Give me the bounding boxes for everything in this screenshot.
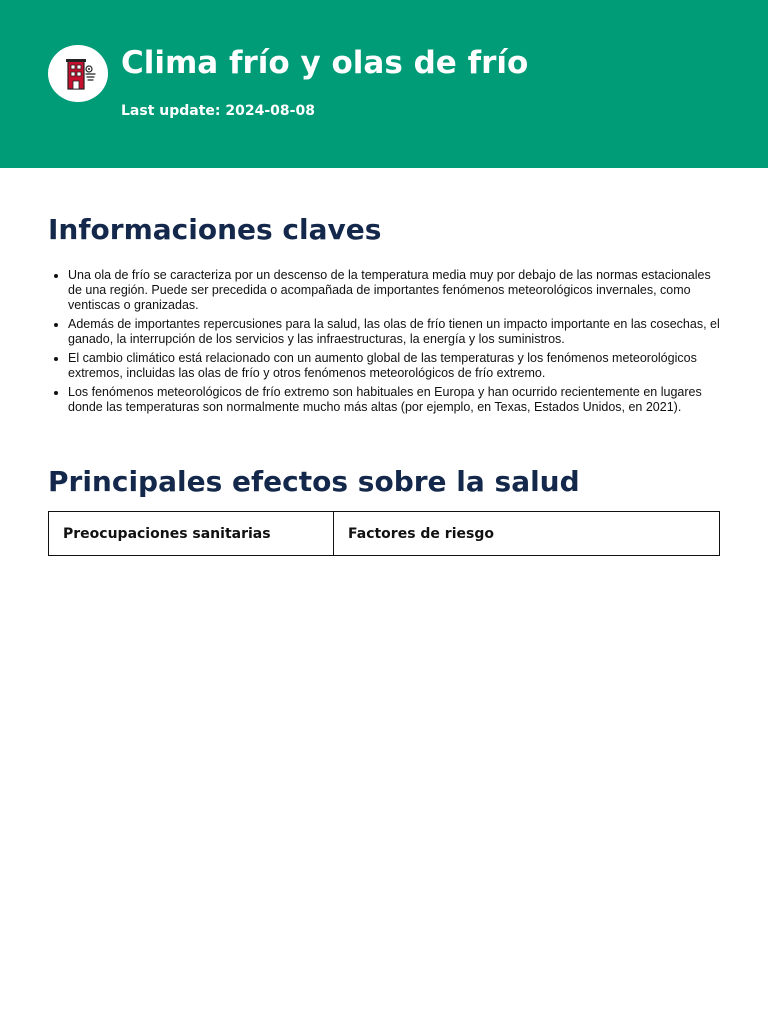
building-wind-icon — [58, 54, 98, 94]
list-item: • Una ola de frío se caracteriza por un descenso de la temperatura media muy por debajo de las normas estacionales de una región. Puede ser precedida o acompañada de importantes fenómenos meteorológicos invernales, como ventiscas o granizadas. — [68, 268, 724, 313]
list-item: • Los fenómenos meteorológicos de frío extremo son habituales en Europa y han ocurrido recientemente en lugares donde las temperaturas son normalmente mucho más altas (por ejemplo, en Texas, Estados Unidos, en 2021). — [68, 385, 724, 415]
list-item: • Además de importantes repercusiones para la salud, las olas de frío tienen un impacto importante en las cosechas, el ganado, la interrupción de los servicios y las infraestructuras, la energía y los suministros. — [68, 317, 724, 347]
column-header-health-concerns: Preocupaciones sanitarias — [49, 512, 334, 556]
health-effects-table — [48, 511, 720, 556]
key-info-list — [48, 268, 724, 419]
last-update-date: Last update: 2024-08-08 — [121, 103, 315, 119]
page-header — [0, 0, 768, 168]
health-effects-heading: Principales efectos sobre la salud — [48, 465, 580, 498]
column-header-risk-factors: Factores de riesgo — [334, 512, 720, 556]
logo — [48, 45, 108, 102]
table-header-row — [49, 512, 720, 556]
list-item: • El cambio climático está relacionado con un aumento global de las temperaturas y los fenómenos meteorológicos extremos, incluidas las olas de frío y otros fenómenos meteorológicos de frío extremo. — [68, 351, 724, 381]
key-info-heading: Informaciones claves — [48, 213, 382, 246]
page-title: Clima frío y olas de frío — [121, 45, 529, 81]
